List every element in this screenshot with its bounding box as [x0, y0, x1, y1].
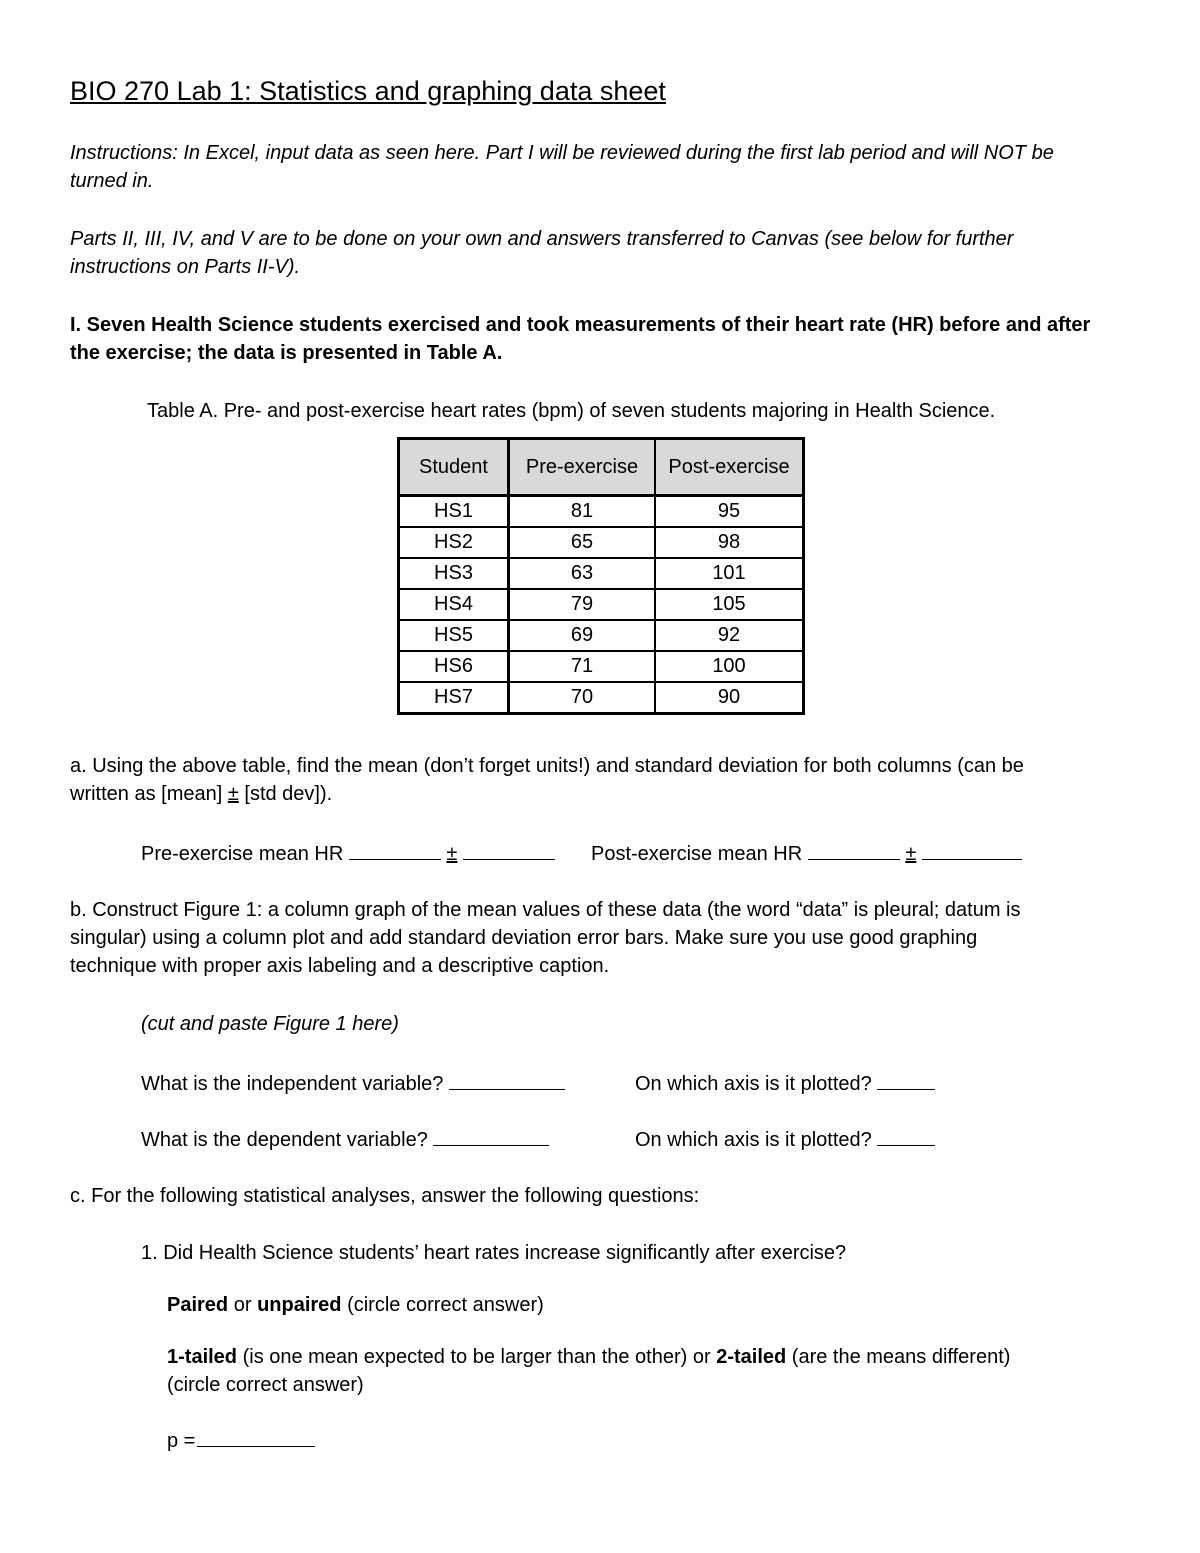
part-a-text-end: [std dev]).: [238, 783, 333, 805]
p-value-label: p =: [167, 1430, 196, 1452]
column-header-post-exercise: Post-exercise: [655, 439, 804, 496]
pre-exercise-mean-blank[interactable]: [349, 841, 441, 860]
student-cell: HS3: [399, 558, 509, 589]
post-exercise-cell: 95: [655, 496, 804, 528]
plus-minus-symbol: ±: [227, 783, 239, 805]
instructions-line-4: instructions on Parts II-V).: [70, 256, 301, 278]
two-tailed-note: (are the means different): [786, 1346, 1011, 1368]
figure-placeholder: (cut and paste Figure 1 here): [141, 1013, 399, 1035]
part-b-line-1: b. Construct Figure 1: a column graph of the mean values of these data (the word “data” is pleural; datum is: [70, 899, 1021, 921]
plus-minus-symbol: ±: [446, 843, 458, 865]
plus-minus-symbol: ±: [905, 843, 917, 865]
table-row: [399, 589, 804, 620]
instructions-line-1: Instructions: In Excel, input data as seen here. Part I will be reviewed during the first lab period and will NOT be: [70, 142, 1054, 164]
p-value-blank[interactable]: [197, 1428, 315, 1447]
table-row: [399, 651, 804, 682]
part-b-line-2: singular) using a column plot and add standard deviation error bars. Make sure you use good graphing: [70, 927, 978, 949]
instructions-line-3: Parts II, III, IV, and V are to be done on your own and answers transferred to Canvas (see below for further: [70, 228, 1014, 250]
paired-or-text: or: [228, 1294, 258, 1316]
post-exercise-cell: 100: [655, 651, 804, 682]
section-1-heading-line-2: the exercise; the data is presented in Table A.: [70, 342, 503, 364]
paired-choice-line: [167, 1294, 544, 1317]
one-tailed-note: (is one mean expected to be larger than the other) or: [237, 1346, 717, 1368]
dependent-variable-label: What is the dependent variable?: [141, 1129, 428, 1151]
post-exercise-mean-blank[interactable]: [808, 841, 900, 860]
post-exercise-cell: 90: [655, 682, 804, 714]
column-header-pre-exercise: Pre-exercise: [509, 439, 656, 496]
part-a-line-2: [70, 783, 332, 806]
post-exercise-cell: 92: [655, 620, 804, 651]
independent-axis-label: On which axis is it plotted?: [635, 1073, 872, 1095]
post-exercise-mean-row: [591, 841, 1022, 866]
pre-exercise-cell: 69: [509, 620, 656, 651]
table-header-row: [399, 439, 804, 496]
section-1-heading-line-1: I. Seven Health Science students exercised and took measurements of their heart rate (HR) before and after: [70, 314, 1091, 336]
question-1: 1. Did Health Science students’ heart rates increase significantly after exercise?: [141, 1242, 847, 1264]
table-row: [399, 682, 804, 714]
student-cell: HS6: [399, 651, 509, 682]
tailed-choice-line: [167, 1346, 1010, 1369]
pre-exercise-cell: 79: [509, 589, 656, 620]
student-cell: HS7: [399, 682, 509, 714]
student-cell: HS2: [399, 527, 509, 558]
pre-exercise-cell: 63: [509, 558, 656, 589]
dependent-axis-blank[interactable]: [877, 1127, 935, 1146]
heart-rate-table: [397, 437, 805, 715]
independent-variable-question: [141, 1071, 565, 1096]
pre-exercise-mean-row: [141, 841, 555, 866]
dependent-variable-question: [141, 1127, 549, 1152]
part-a-line-1: a. Using the above table, find the mean (don’t forget units!) and standard deviation for both columns (can be: [70, 755, 1024, 777]
one-tailed-option[interactable]: 1-tailed: [167, 1346, 238, 1368]
column-header-student: Student: [399, 439, 509, 496]
student-cell: HS1: [399, 496, 509, 528]
page-title: BIO 270 Lab 1: Statistics and graphing data sheet: [70, 76, 666, 106]
independent-axis-question: [635, 1071, 935, 1096]
table-row: [399, 496, 804, 528]
table-row: [399, 527, 804, 558]
unpaired-option[interactable]: unpaired: [257, 1294, 342, 1316]
post-exercise-cell: 98: [655, 527, 804, 558]
student-cell: HS4: [399, 589, 509, 620]
part-a-text-start: written as [mean]: [70, 783, 228, 805]
p-value-row: [167, 1428, 315, 1453]
post-exercise-sd-blank[interactable]: [922, 841, 1022, 860]
pre-exercise-sd-blank[interactable]: [463, 841, 555, 860]
independent-variable-label: What is the independent variable?: [141, 1073, 444, 1095]
table-caption: Table A. Pre- and post-exercise heart rates (bpm) of seven students majoring in Health Science.: [147, 400, 996, 422]
table-row: [399, 620, 804, 651]
dependent-axis-question: [635, 1127, 935, 1152]
post-exercise-cell: 101: [655, 558, 804, 589]
independent-axis-blank[interactable]: [877, 1071, 935, 1090]
paired-circle-note: (circle correct answer): [341, 1294, 544, 1316]
part-b-line-3: technique with proper axis labeling and a descriptive caption.: [70, 955, 610, 977]
pre-exercise-mean-label: Pre-exercise mean HR: [141, 843, 344, 865]
pre-exercise-cell: 81: [509, 496, 656, 528]
pre-exercise-cell: 70: [509, 682, 656, 714]
post-exercise-cell: 105: [655, 589, 804, 620]
two-tailed-option[interactable]: 2-tailed: [716, 1346, 787, 1368]
paired-option[interactable]: Paired: [167, 1294, 229, 1316]
tailed-circle-note: (circle correct answer): [167, 1374, 364, 1396]
table-row: [399, 558, 804, 589]
part-c-intro: c. For the following statistical analyses, answer the following questions:: [70, 1185, 700, 1207]
independent-variable-blank[interactable]: [449, 1071, 565, 1090]
instructions-line-2: turned in.: [70, 170, 154, 192]
dependent-variable-blank[interactable]: [433, 1127, 549, 1146]
student-cell: HS5: [399, 620, 509, 651]
post-exercise-mean-label: Post-exercise mean HR: [591, 843, 803, 865]
pre-exercise-cell: 65: [509, 527, 656, 558]
dependent-axis-label: On which axis is it plotted?: [635, 1129, 872, 1151]
pre-exercise-cell: 71: [509, 651, 656, 682]
